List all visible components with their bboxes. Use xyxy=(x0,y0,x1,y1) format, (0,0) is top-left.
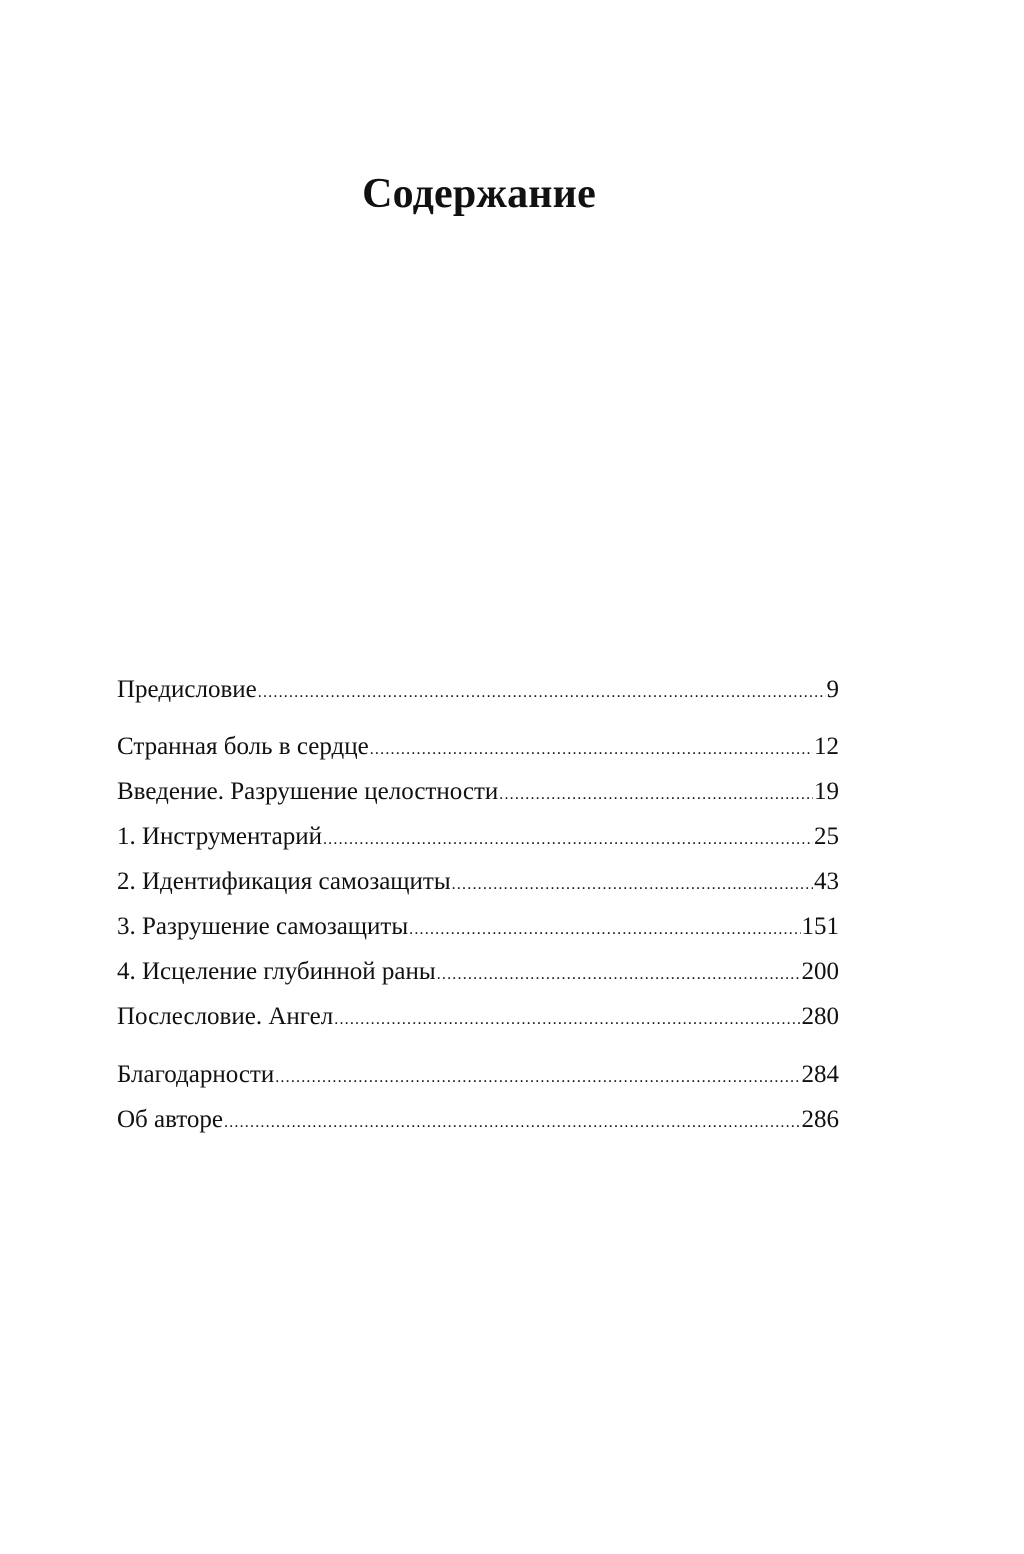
toc-entry[interactable] xyxy=(117,866,839,898)
toc-entry-page: 12 xyxy=(814,733,839,760)
dot-leader xyxy=(258,677,826,709)
toc-entry-label: Введение. Разрушение целостности xyxy=(117,778,499,805)
toc-entry-page: 284 xyxy=(801,1061,839,1088)
toc-entry-label: Странная боль в сердце xyxy=(117,733,369,760)
dot-leader xyxy=(224,1107,801,1139)
toc-entry-label: 4. Исцеление глубинной раны xyxy=(117,958,436,985)
toc-entry-page: 43 xyxy=(814,868,839,895)
toc-entry[interactable] xyxy=(117,674,839,706)
toc-entry-page: 151 xyxy=(801,913,839,940)
toc-entry-label: 1. Инструментарий xyxy=(117,823,322,850)
toc-entry[interactable] xyxy=(117,776,839,808)
toc-entry[interactable] xyxy=(117,821,839,853)
toc-entry-label: 2. Идентификация самозащиты xyxy=(117,868,451,895)
toc-entry[interactable] xyxy=(117,956,839,988)
dot-leader xyxy=(409,914,800,946)
toc-entry-page: 9 xyxy=(826,676,839,703)
dot-leader xyxy=(499,779,813,811)
toc-entry[interactable] xyxy=(117,1059,839,1091)
toc-entry[interactable] xyxy=(117,1104,839,1136)
toc-entry-page: 25 xyxy=(814,823,839,850)
toc-entry-page: 280 xyxy=(801,1003,839,1030)
dot-leader xyxy=(323,824,813,856)
toc-entry-label: 3. Разрушение самозащиты xyxy=(117,913,409,940)
toc-entry-label: Предисловие xyxy=(117,676,257,703)
toc-entry-label: Послесловие. Ангел xyxy=(117,1003,334,1030)
toc-entry-page: 19 xyxy=(814,778,839,805)
toc-entry-page: 200 xyxy=(801,958,839,985)
dot-leader xyxy=(334,1004,800,1036)
toc-entry-label: Об авторе xyxy=(117,1106,223,1133)
dot-leader xyxy=(452,869,813,901)
toc-entry[interactable] xyxy=(117,731,839,763)
toc-entry-page: 286 xyxy=(801,1106,839,1133)
dot-leader xyxy=(275,1062,800,1094)
dot-leader xyxy=(437,959,801,991)
toc-entry[interactable] xyxy=(117,1001,839,1033)
toc-entry-label: Благодарности xyxy=(117,1061,275,1088)
dot-leader xyxy=(370,734,813,766)
toc-entry[interactable] xyxy=(117,911,839,943)
page-title: Содержание xyxy=(362,171,596,217)
